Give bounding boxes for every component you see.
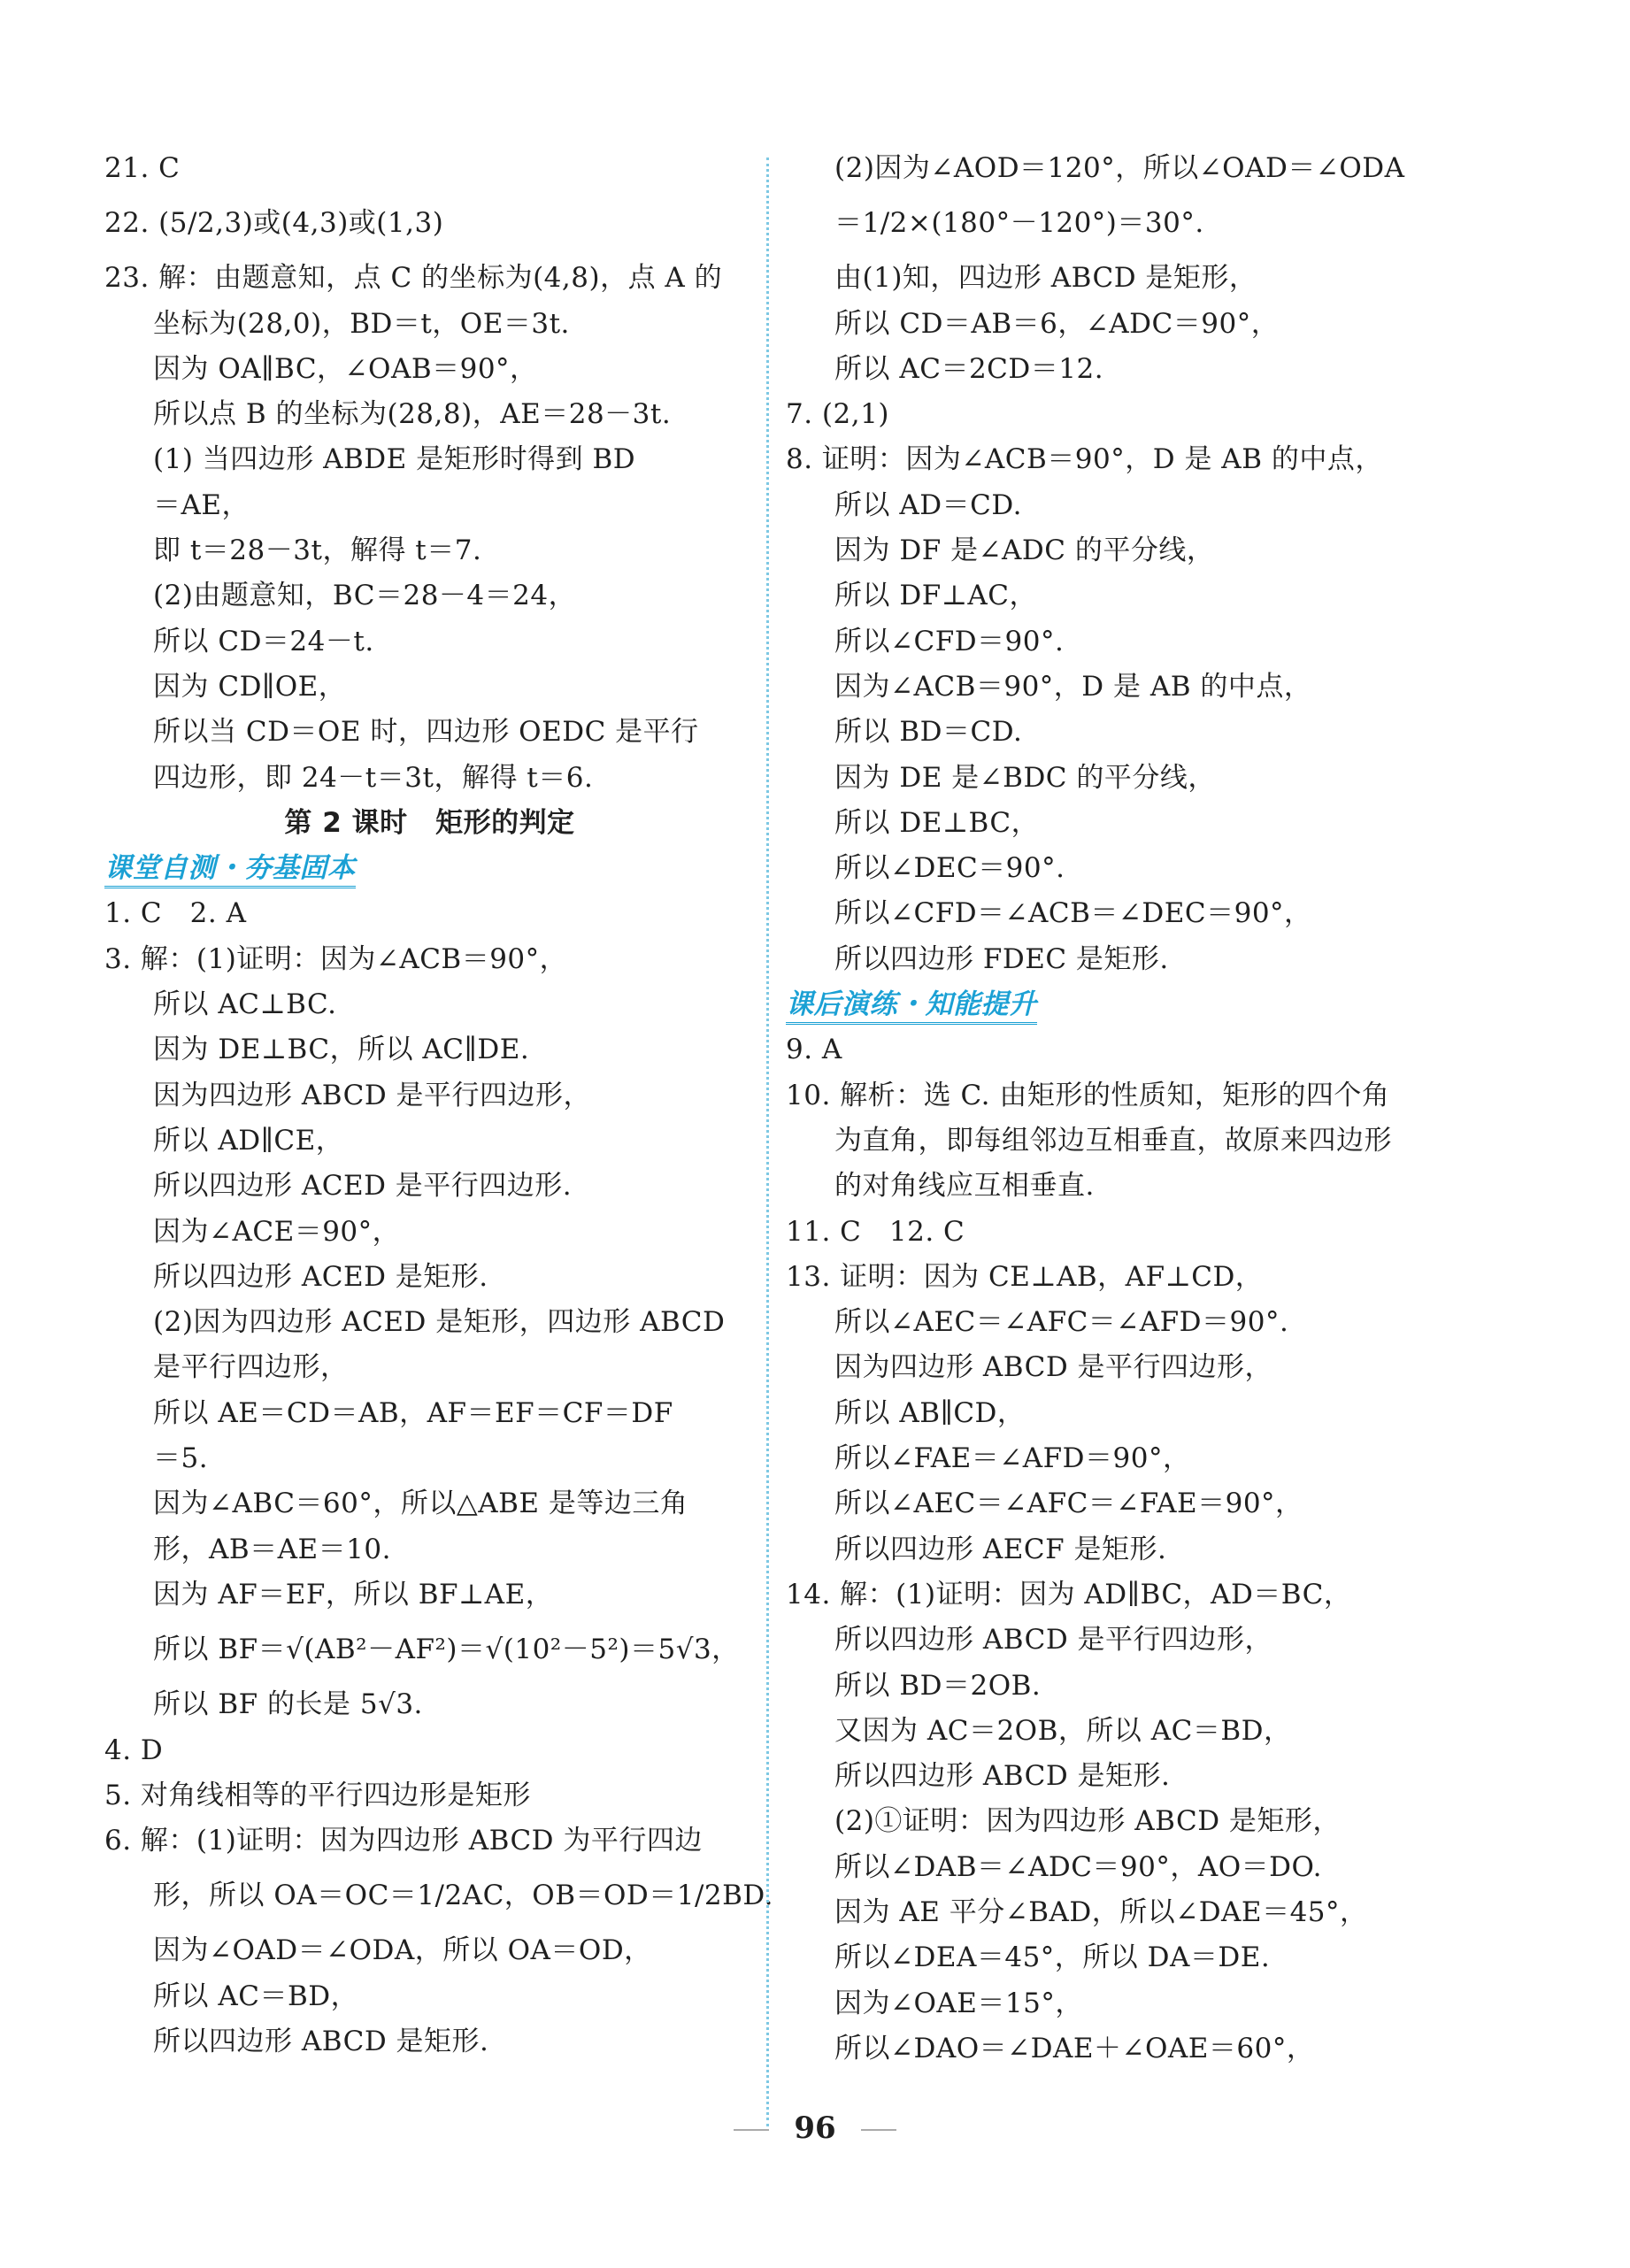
answer-line: 因为∠ABC＝60°，所以△ABE 是等边三角	[153, 1488, 688, 1520]
answer-line: 4. D	[104, 1734, 164, 1766]
answer-line: 因为 OA∥BC，∠OAB＝90°，	[153, 352, 538, 385]
answer-line: 因为∠ACE＝90°，	[153, 1215, 401, 1248]
answer-line: 23. 解：由题意知，点 C 的坐标为(4,8)，点 A 的	[104, 262, 723, 295]
answer-line: ＝AE，	[153, 488, 250, 521]
section-heading: 课后演练・知能提升	[786, 982, 1449, 1027]
answer-line: 所以四边形 ABCD 是矩形.	[834, 1760, 1171, 1793]
answer-line: 所以 AD＝CD.	[834, 488, 1022, 521]
answer-line: 的对角线应互相垂直.	[834, 1170, 1095, 1203]
answer-line: 所以∠CFD＝90°.	[834, 625, 1065, 657]
answer-line: 又因为 AC＝2OB，所以 AC＝BD，	[834, 1714, 1292, 1747]
answer-line: 所以 AC⊥BC.	[153, 988, 337, 1021]
section-title: 第 2 课时 矩形的判定	[284, 806, 575, 839]
answer-line: 形，AB＝AE＝10.	[153, 1533, 391, 1565]
answer-line: 所以四边形 ABCD 是平行四边形，	[834, 1624, 1273, 1657]
answer-line: 所以 AD∥CE，	[153, 1124, 344, 1157]
answer-line: 因为 DE 是∠BDC 的平分线，	[834, 761, 1216, 794]
answer-line: 为直角，即每组邻边互相垂直，故原来四边形	[834, 1124, 1392, 1157]
answer-line: 所以∠DAO＝∠DAE＋∠OAE＝60°，	[834, 2032, 1315, 2064]
page-number: 96	[0, 2110, 1630, 2146]
answer-line: 7. (2,1)	[786, 398, 889, 431]
answer-line: 坐标为(28,0)，BD＝t，OE＝3t.	[153, 307, 570, 340]
answer-line: 所以 DF⊥AC，	[834, 580, 1037, 612]
answer-line: 3. 解：(1)证明：因为∠ACB＝90°，	[104, 942, 568, 975]
answer-line: 5. 对角线相等的平行四边形是矩形	[104, 1779, 531, 1811]
answer-line: 所以∠FAE＝∠AFD＝90°，	[834, 1442, 1191, 1475]
answer-line: 因为四边形 ABCD 是平行四边形，	[153, 1079, 592, 1111]
page-number-dash	[734, 2129, 769, 2131]
answer-line: 11. C 12. C	[786, 1215, 965, 1248]
answer-line: 因为∠ACB＝90°，D 是 AB 的中点，	[834, 670, 1312, 703]
answer-line: 所以∠AEC＝∠AFC＝∠FAE＝90°，	[834, 1488, 1303, 1520]
answer-line: 因为四边形 ABCD 是平行四边形，	[834, 1351, 1273, 1384]
answer-line: 所以四边形 ACED 是平行四边形.	[153, 1170, 573, 1203]
answer-line: 所以点 B 的坐标为(28,8)，AE＝28－3t.	[153, 398, 672, 431]
answer-line: 即 t＝28－3t，解得 t＝7.	[153, 534, 482, 567]
answer-line: 所以四边形 AECF 是矩形.	[834, 1533, 1167, 1565]
column-divider	[766, 158, 769, 2126]
answer-line: 1. C 2. A	[104, 897, 247, 930]
answer-line: 22. (5/2,3)或(4,3)或(1,3)	[104, 207, 444, 240]
answer-line: 是平行四边形，	[153, 1351, 349, 1384]
answer-line: 因为 AE 平分∠BAD，所以∠DAE＝45°，	[834, 1895, 1368, 1928]
answer-line: 所以当 CD＝OE 时，四边形 OEDC 是平行	[153, 716, 699, 749]
section-heading: 课堂自测・夯基固本	[104, 846, 755, 891]
answer-line: 所以 AE＝CD＝AB，AF＝EF＝CF＝DF	[153, 1396, 673, 1429]
answer-line: 9. A	[786, 1034, 842, 1066]
answer-line: 因为 DF 是∠ADC 的平分线，	[834, 534, 1215, 567]
answer-line: 13. 证明：因为 CE⊥AB，AF⊥CD，	[786, 1260, 1264, 1293]
answer-line: 所以∠DAB＝∠ADC＝90°，AO＝DO.	[834, 1850, 1322, 1883]
answer-line: ＝5.	[153, 1442, 209, 1475]
page-number-dash	[861, 2129, 896, 2131]
answer-line: 10. 解析：选 C. 由矩形的性质知，矩形的四个角	[786, 1079, 1390, 1111]
answer-line: 所以 BF＝√(AB²－AF²)＝√(10²－5²)＝5√3，	[153, 1634, 740, 1666]
answer-line: 所以 DE⊥BC，	[834, 806, 1040, 839]
answer-line: 所以∠CFD＝∠ACB＝∠DEC＝90°，	[834, 897, 1312, 930]
answer-line: 由(1)知，四边形 ABCD 是矩形，	[834, 262, 1257, 295]
left-column	[104, 146, 774, 2064]
answer-line: 14. 解：(1)证明：因为 AD∥BC，AD＝BC，	[786, 1578, 1352, 1611]
answer-line: 所以四边形 FDEC 是矩形.	[834, 942, 1169, 975]
answer-line: 所以 BD＝2OB.	[834, 1669, 1042, 1702]
answer-line: (2)因为四边形 ACED 是矩形，四边形 ABCD	[153, 1306, 726, 1339]
answer-line: 所以 CD＝AB＝6，∠ADC＝90°，	[834, 307, 1280, 340]
answer-line: 所以 AC＝BD，	[153, 1980, 359, 2012]
answer-line: 所以四边形 ABCD 是矩形.	[153, 2025, 489, 2057]
answer-line: 所以四边形 ACED 是矩形.	[153, 1260, 488, 1293]
answer-line: 6. 解：(1)证明：因为四边形 ABCD 为平行四边	[104, 1825, 703, 1857]
answer-line: 四边形，即 24－t＝3t，解得 t＝6.	[153, 761, 594, 794]
answer-line: 因为 AF＝EF，所以 BF⊥AE，	[153, 1578, 554, 1611]
answer-line: 21. C	[104, 152, 181, 184]
answer-line: (2)因为∠AOD＝120°，所以∠OAD＝∠ODA	[834, 152, 1405, 184]
answer-line: 因为∠OAD＝∠ODA，所以 OA＝OD，	[153, 1934, 652, 1967]
answer-line: 所以 AC＝2CD＝12.	[834, 352, 1104, 385]
answer-line: (2)由题意知，BC＝28－4＝24，	[153, 580, 577, 612]
answer-line: 所以∠DEA＝45°，所以 DA＝DE.	[834, 1941, 1271, 1974]
answer-line: 所以 AB∥CD，	[834, 1396, 1026, 1429]
answer-line: (1) 当四边形 ABDE 是矩形时得到 BD	[153, 443, 636, 476]
right-column	[786, 146, 1449, 2072]
answer-line: 形，所以 OA＝OC＝1/2AC，OB＝OD＝1/2BD.	[153, 1880, 774, 1912]
answer-line: 所以 BD＝CD.	[834, 716, 1023, 749]
answer-line: 所以 BF 的长是 5√3.	[153, 1688, 423, 1721]
answer-line: 因为 DE⊥BC，所以 AC∥DE.	[153, 1034, 530, 1066]
answer-line: 所以∠DEC＝90°.	[834, 852, 1065, 885]
answer-line: 所以∠AEC＝∠AFC＝∠AFD＝90°.	[834, 1306, 1289, 1339]
answer-line: 因为 CD∥OE，	[153, 670, 347, 703]
answer-line: 所以 CD＝24－t.	[153, 625, 374, 657]
answer-line: 因为∠OAE＝15°，	[834, 1987, 1083, 2019]
answer-line: (2)①证明：因为四边形 ABCD 是矩形，	[834, 1805, 1341, 1838]
answer-line: ＝1/2×(180°－120°)＝30°.	[834, 207, 1204, 240]
answer-line: 8. 证明：因为∠ACB＝90°，D 是 AB 的中点，	[786, 443, 1383, 476]
